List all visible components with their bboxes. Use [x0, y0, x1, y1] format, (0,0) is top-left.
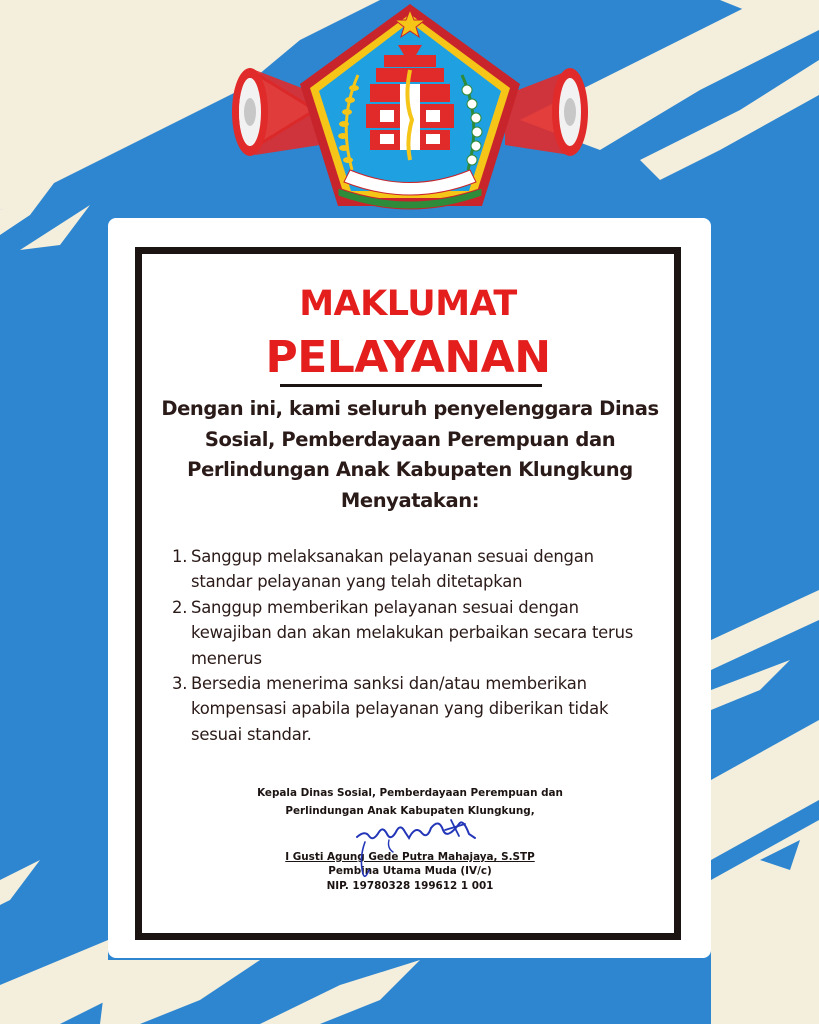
signatory-rank: Pembina Utama Muda (IV/c)	[328, 865, 492, 877]
commitment-list	[172, 544, 652, 747]
list-item-text: Sanggup melaksanakan pelayanan sesuai dengan standar pelayanan yang telah ditetapkan	[191, 547, 594, 592]
list-item-text: Sanggup memberikan pelayanan sesuai dengan kewajiban dan akan melakukan perbaikan secara terus menerus	[191, 597, 634, 668]
list-item-number: 3.	[172, 674, 188, 694]
signatory-position-line1: Kepala Dinas Sosial, Pemberdayaan Perempuan dan	[257, 787, 563, 799]
list-item-text: Bersedia menerima sanksi dan/atau memberikan kompensasi apabila pelayanan yang diberikan tidak sesuai standar.	[191, 674, 609, 744]
signatory-position-line2: Perlindungan Anak Kabupaten Klungkung,	[285, 805, 535, 817]
handwritten-signature-icon	[335, 812, 485, 882]
signatory-name: I Gusti Agung Gede Putra Mahajaya, S.STP	[285, 851, 535, 863]
list-item	[172, 595, 652, 671]
title-maklumat: MAKLUMAT	[299, 284, 517, 324]
signatory-nip: NIP. 19780328 199612 1 001	[326, 880, 494, 892]
title-pelayanan: PELAYANAN	[265, 332, 551, 383]
klungkung-regency-emblem-icon	[300, 4, 520, 209]
list-item	[172, 544, 652, 595]
intro-statement: Dengan ini, kami seluruh penyelenggara Dinas Sosial, Pemberdayaan Perempuan dan Perlindungan Anak Kabupaten Klungkung Menyatakan:	[161, 397, 659, 512]
title-underline	[280, 384, 542, 387]
megaphone-right-icon	[505, 68, 588, 156]
header-emblem	[220, 0, 600, 230]
list-item-number: 2.	[172, 597, 188, 617]
list-item	[172, 671, 652, 747]
list-item-number: 1.	[172, 547, 188, 566]
